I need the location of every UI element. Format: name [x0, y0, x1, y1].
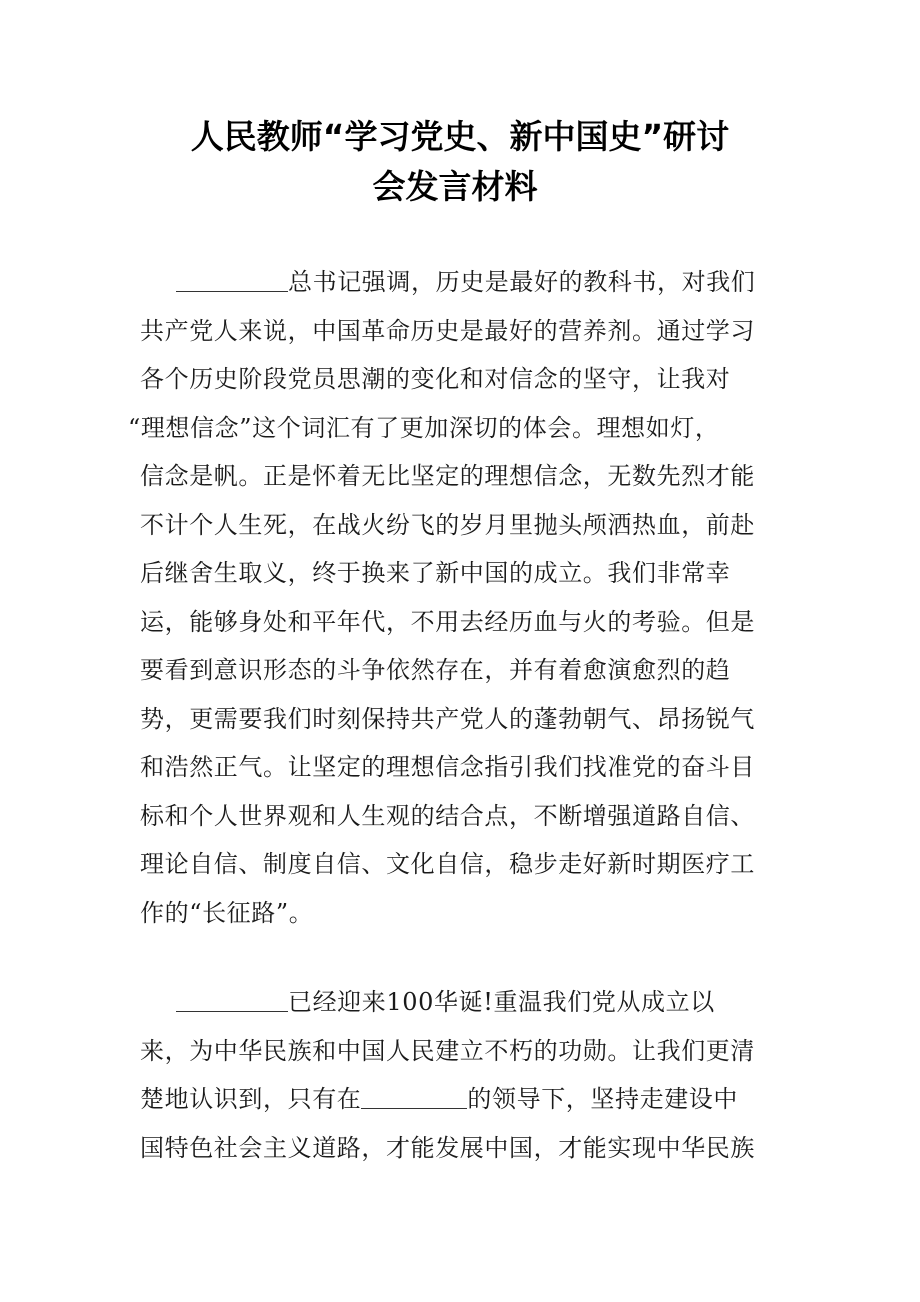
paragraph-text: 总书记强调，历史是最好的教科书，对我们 [288, 268, 756, 296]
paragraph-line: 标和个人世界观和人生观的结合点，不断增强道路自信、 [140, 801, 755, 830]
paragraph-line: 后继舍生取义，终于换来了新中国的成立。我们非常幸 [140, 559, 731, 587]
paragraph-line: 共产党人来说，中国革命历史是最好的营养剂。通过学习 [140, 316, 755, 345]
fill-in-blank [361, 1082, 467, 1109]
paragraph-text: 已经迎来100华诞!重温我们党从成立以 [288, 988, 715, 1016]
paragraph-line [140, 1075, 760, 1124]
paragraph-line: 和浩然正气。让坚定的理想信念指引我们找准党的奋斗目 [140, 753, 755, 781]
paragraph-line: 要看到意识形态的斗争依然存在，并有着愈演愈烈的趋 [140, 656, 731, 684]
paragraph-line: “理想信念”这个词汇有了更加深切的体会。理想如灯， [128, 413, 720, 442]
paragraph-line: 运，能够身处和平年代，不用去经历血与火的考验。但是 [140, 607, 755, 636]
paragraph-line: 理论自信、制度自信、文化自信，稳步走好新时期医疗工 [140, 850, 755, 878]
paragraph-line: 各个历史阶段党员思潮的变化和对信念的坚守，让我对 [140, 365, 731, 393]
fill-in-blank [176, 985, 288, 1012]
title-line-2: 会发言材料 [372, 167, 538, 206]
document-title [140, 112, 780, 212]
paragraph-line [140, 258, 760, 307]
fill-in-blank [176, 265, 288, 292]
paragraph-text: 楚地认识到，只有在 [140, 1085, 362, 1113]
paragraph-text: 的领导下，坚持走建设中 [467, 1085, 739, 1113]
title-line-1: 人民教师“学习党史、新中国史”研讨 [190, 117, 730, 156]
paragraph-line [140, 978, 760, 1027]
paragraph-line: 不计个人生死，在战火纷飞的岁月里抛头颅洒热血，前赴 [140, 510, 755, 539]
paragraph-line: 信念是帆。正是怀着无比坚定的理想信念，无数先烈才能 [140, 462, 755, 490]
paragraph-line: 势，更需要我们时刻保持共产党人的蓬勃朝气、昂扬锐气 [140, 704, 755, 733]
paragraph-1 [128, 258, 760, 937]
paragraph-line: 国特色社会主义道路，才能发展中国，才能实现中华民族 [140, 1133, 755, 1162]
paragraph-2 [140, 978, 760, 1172]
paragraph-line: 来，为中华民族和中国人民建立不朽的功勋。让我们更清 [140, 1036, 755, 1065]
paragraph-line: 作的“长征路”。 [140, 898, 314, 927]
